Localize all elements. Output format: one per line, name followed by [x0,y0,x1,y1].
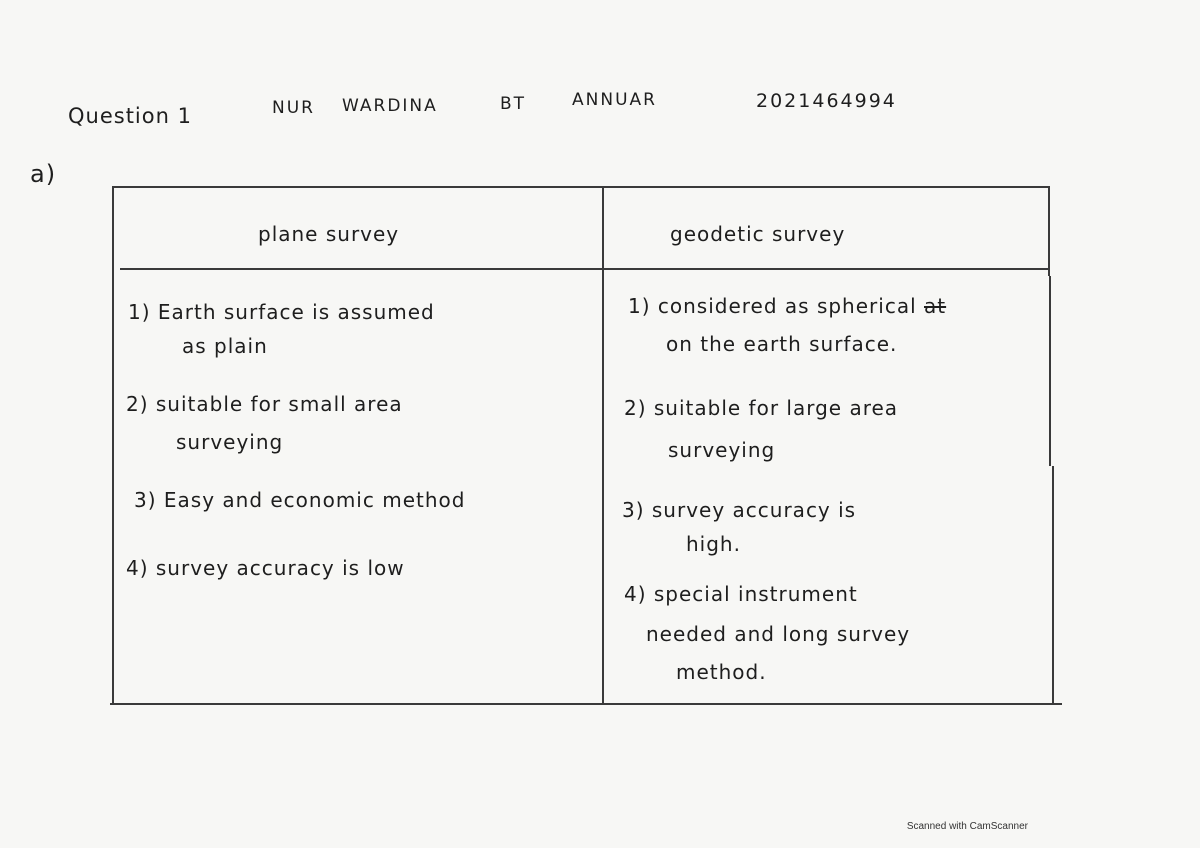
table-right-border-bottom [1052,466,1054,704]
geodetic-item-1-line2: on the earth surface. [666,332,898,356]
geodetic-item-4-line2: needed and long survey [646,622,911,646]
table-right-border-mid [1049,276,1051,466]
plane-item-2-line2: surveying [176,430,284,454]
geodetic-item-3-line2: high. [686,532,741,556]
geodetic-item-1-line1 [628,294,946,318]
geodetic-item-3-line1: 3) survey accuracy is [622,498,857,522]
student-name-second: WARDINA [342,96,438,116]
student-name-last: ANNUAR [572,90,657,110]
column-header-plane-survey: plane survey [258,222,400,246]
geodetic-item-1-text: 1) considered as spherical [628,294,917,318]
plane-item-2-line1: 2) suitable for small area [126,392,403,416]
plane-item-1-line2: as plain [182,334,268,358]
part-label: a) [30,160,57,188]
plane-item-1-line1: 1) Earth surface is assumed [128,300,435,324]
plane-item-3-line1: 3) Easy and economic method [134,488,466,512]
table-bottom-border [110,703,1062,705]
question-title: Question 1 [68,104,192,128]
table-header-divider [120,268,1050,270]
scanner-watermark: Scanned with CamScanner [906,821,1028,832]
geodetic-item-2-line2: surveying [668,438,776,462]
table-left-border [112,186,114,704]
geodetic-item-4-line3: method. [676,660,767,684]
plane-item-4-line1: 4) survey accuracy is low [126,556,405,580]
table-right-border-top [1048,186,1050,276]
table-top-border [112,186,1048,188]
geodetic-item-1-struck-word: at [924,294,947,318]
student-id: 2021464994 [756,90,897,112]
student-name-first: NUR [272,98,315,118]
table-column-divider [602,186,604,704]
column-header-geodetic-survey: geodetic survey [670,222,846,246]
geodetic-item-2-line1: 2) suitable for large area [624,396,899,420]
student-name-bt: BT [500,94,527,114]
geodetic-item-4-line1: 4) special instrument [624,582,858,606]
